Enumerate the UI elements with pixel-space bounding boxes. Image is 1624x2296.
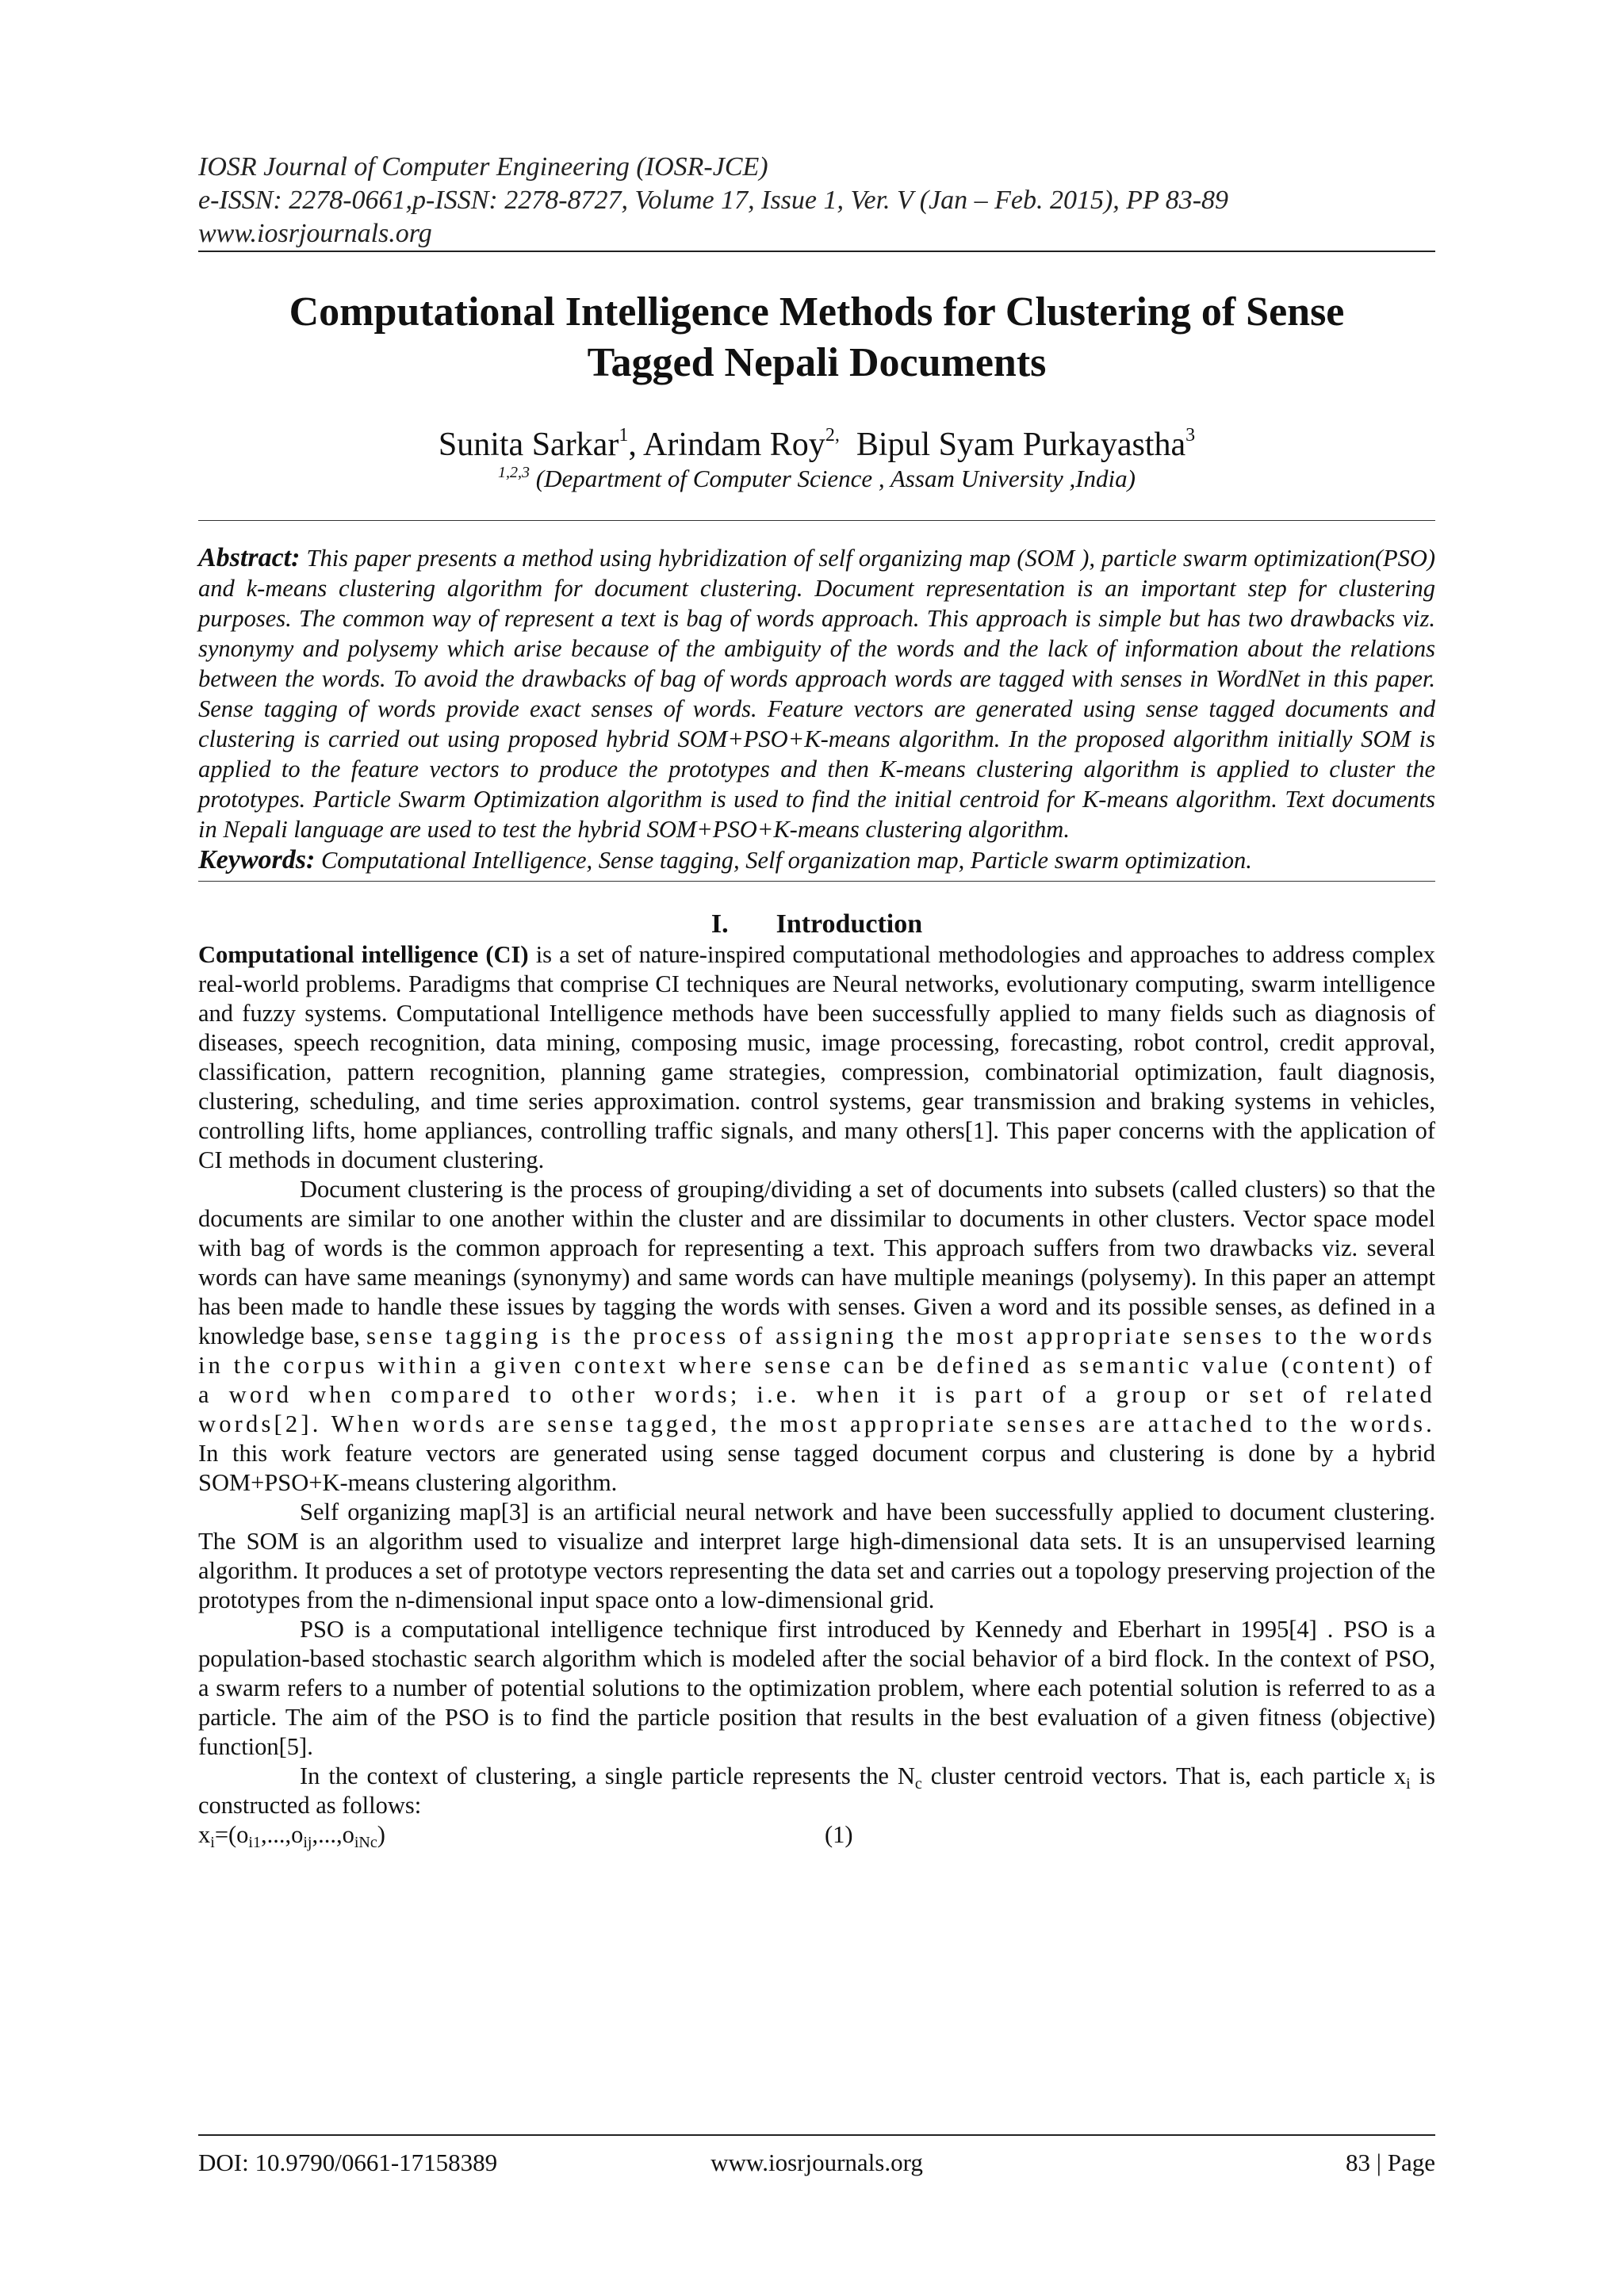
title-line-2: Tagged Nepali Documents [587, 340, 1047, 385]
paragraph-text: is a set of nature-inspired computational methodologies and approaches to address complex real-world problems. Paradigms that comprise CI techniques are Neural networks, evolutionary computing, swarm intelligence and fuzzy systems. Computational Intelligence methods have been successfully applied to many fields such as diagnosis of diseases, speech recognition, data mining, composing music, image processing, forecasting, robot control, credit approval, classification, pattern recognition, planning game strategies, compression, combinatorial optimization, fault diagnosis, clustering, scheduling, and time series approximation. control systems, gear transmission and braking systems in vehicles, controlling lifts, home appliances, controlling traffic signals, and many others[1]. This paper concerns with the application of CI methods in document clustering. [198, 941, 1435, 1173]
paragraph: PSO is a computational intelligence technique first introduced by Kennedy and Eberhart in 1995[4] . PSO is a population-based stochastic search algorithm which is modeled after the social behavior of a bird flock. In the context of PSO, a swarm refers to a number of potential solutions to the optimization problem, where each potential solution is referred to as a particle. The aim of the PSO is to find the particle position that results in the best evaluation of a given fitness (objective) function[5]. [198, 1616, 1435, 1760]
footer-website: www.iosrjournals.org [710, 2149, 923, 2176]
affiliation-text: (Department of Computer Science , Assam University ,India) [535, 465, 1136, 492]
paragraph-text: Document clustering is the process of grouping/dividing a set of documents into subsets (called clusters) so that the documents are similar to one another within the cluster and are dissimilar to documents in other clusters. Vector space model with bag of words is the common approach for representing a text. This approach suffers from two drawbacks viz. several words can have same meanings (synonymy) and same words can have multiple meanings (polysemy). In this paper an attempt has been made to handle these issues by tagging the words with senses. Given a word and its possible senses, as defined in a knowledge base, [198, 1176, 1435, 1349]
introduction-body [198, 940, 1435, 1852]
paragraph: Self organizing map[3] is an artificial neural network and have been successfully applied to document clustering. The SOM is an algorithm used to visualize and interpret large high-dimensional data sets. It is an unsupervised learning algorithm. It produces a set of prototype vectors representing the data set and carries out a topology preserving projection of the prototypes from the n-dimensional input space onto a low-dimensional grid. [198, 1498, 1435, 1613]
abstract-bottom-rule [198, 881, 1435, 882]
affiliation-sup: 1,2,3 [498, 464, 530, 481]
footer-rule [198, 2134, 1435, 2136]
paragraph [198, 1762, 1435, 1820]
keywords-text: Computational Intelligence, Sense tagging, Self organization map, Particle swarm optimization. [320, 847, 1252, 874]
journal-header [198, 151, 1435, 251]
author-sup: 3 [1185, 425, 1196, 446]
subscript: c [914, 1775, 922, 1793]
abstract-text: This paper presents a method using hybridization of self organizing map (SOM ), particle swarm optimization(PSO) and k-means clustering algorithm for document clustering. Document representation is an important step for clustering purposes. The common way of represent a text is bag of words approach. This approach is simple but has two drawbacks viz. synonymy and polysemy which arise because of the ambiguity of the words and the lack of information about the relations between the words. To avoid the drawbacks of bag of words approach words are tagged with senses in WordNet in this paper. Sense tagging of words provide exact senses of words. Feature vectors are generated using sense tagged documents and clustering is carried out using proposed hybrid SOM+PSO+K-means algorithm. In the proposed algorithm initially SOM is applied to the feature vectors to produce the prototypes and then K-means clustering algorithm is applied to cluster the prototypes. Particle Swarm Optimization algorithm is used to find the initial centroid for K-means algorithm. Text documents in Nepali language are used to test the hybrid SOM+PSO+K-means clustering algorithm. [198, 545, 1436, 843]
author-list: Sunita Sarkar$^1$, Arindam Roy$^{2,}$ Bipul Syam Purkayastha$^3$ [438, 425, 1196, 463]
author-name: Arindam Roy [643, 427, 825, 463]
paper-page [198, 151, 1435, 2228]
equation-1 [198, 1820, 1435, 1852]
keywords [198, 844, 1435, 876]
journal-name: IOSR Journal of Computer Engineering (IOSR-JCE) [198, 152, 768, 182]
abstract-top-rule [198, 520, 1435, 521]
paragraph-text: In the context of clustering, a single particle represents the N [300, 1762, 915, 1789]
title-line-1: Computational Intelligence Methods for Clustering of Sense [289, 289, 1345, 335]
paper-title [198, 287, 1435, 388]
paragraph-text-spaced: sense tagging is the process of assigning the most appropriate senses to the words in the corpus within a given context where sense can be defined as semantic value (content) of a word when compared to other words; i.e. when it is part of a group or set of related words[2]. When words are sense tagged, the most appropriate senses are attached to the words. [198, 1322, 1435, 1437]
journal-issn: e-ISSN: 2278-0661,p-ISSN: 2278-8727, Volume 17, Issue 1, Ver. V (Jan – Feb. 2015), PP 83-89 [198, 186, 1229, 215]
author-sup: 1 [619, 425, 629, 446]
term-ci: Computational intelligence (CI) [198, 941, 529, 968]
paragraph-text: cluster centroid vectors. That is, each particle x [921, 1762, 1407, 1789]
journal-website: www.iosrjournals.org [198, 219, 432, 248]
page-footer [198, 2134, 1435, 2180]
abstract [198, 543, 1435, 844]
equation-expression: $x_i=(o_{i1},...,o_{ij},...,o_{iNc})$ [198, 1821, 385, 1851]
footer-page-number: 83 | Page [1346, 2149, 1435, 2176]
section-heading-introduction [198, 909, 1435, 940]
abstract-label: Abstract: [198, 543, 301, 572]
header-rule [198, 251, 1435, 252]
paragraph [198, 1175, 1435, 1498]
keywords-label: Keywords: [198, 845, 316, 874]
paragraph-text: In this work feature vectors are generated using sense tagged document corpus and clustering is done by a hybrid SOM+PSO+K-means clustering algorithm. [198, 1440, 1435, 1496]
subscript: i [1406, 1775, 1411, 1793]
section-title: Introduction [776, 909, 923, 939]
affiliation [198, 465, 1435, 493]
equation-number: (1) [825, 1821, 853, 1848]
author-name: Sunita Sarkar [438, 427, 619, 463]
author-name: Bipul Syam Purkayastha [856, 427, 1186, 463]
author-sup: 2 [825, 425, 835, 446]
paragraph [198, 940, 1435, 1175]
section-number: I. [710, 909, 729, 939]
paragraph-text: is constructed as follows: [198, 1762, 1435, 1819]
footer-doi: DOI: 10.9790/0661-17158389 [198, 2149, 498, 2176]
